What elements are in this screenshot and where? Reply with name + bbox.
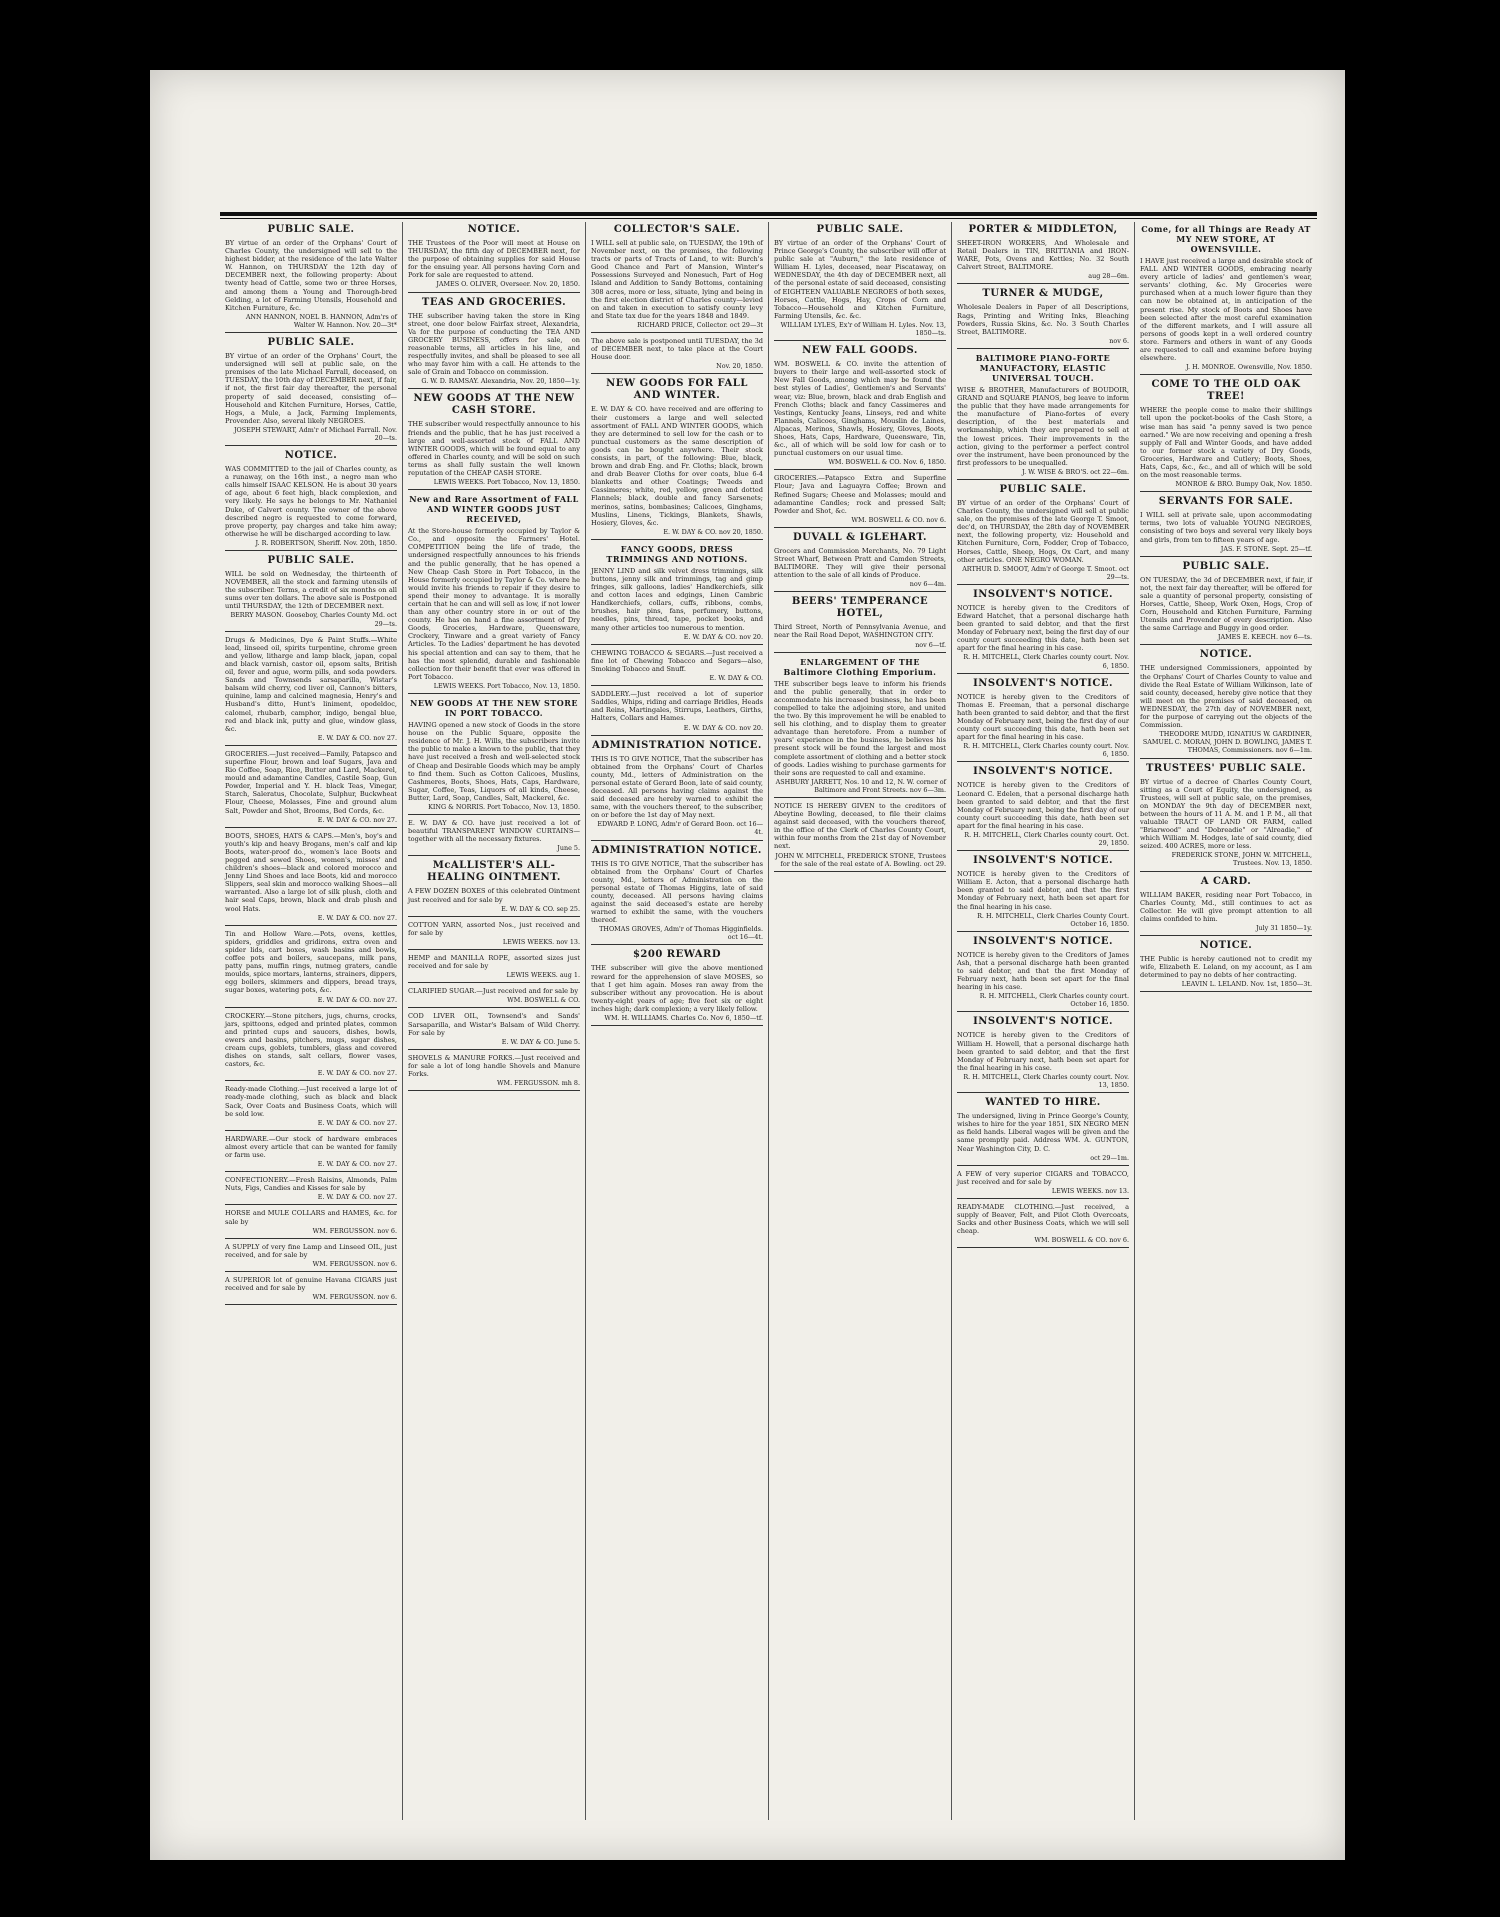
ad-title: WANTED TO HIRE. <box>985 1097 1101 1109</box>
ad-body: NOTICE is hereby given to the Creditors of William E. Acton, that a personal discharge hath been granted to said debtor, and that the first Monday of February next, hath been set apart for the final hearing in his case. <box>957 870 1129 911</box>
ad-body: I WILL sell at private sale, upon accommodating terms, two lots of valuable YOUNG NEGROES, consisting of two boys and several very likely boys and girls, from ten to fifteen years of age. <box>1140 511 1312 544</box>
ad-body: SADDLERY.—Just received a lot of superior Saddles, Whips, riding and carriage Bridles, Heads and Reins, Martingales, Stirrups, Leathers, Girths, Halters, Collars and Hames. <box>591 690 763 723</box>
ad-signature: WM. FERGUSSON. nov 6. <box>312 1293 397 1302</box>
ad-body: SHEET-IRON WORKERS, And Wholesale and Retail Dealers in TIN, BRITTANIA and IRON-WARE, Pots, Ovens and Kettles; No. 32 South Calvert Street, BALTIMORE. <box>957 239 1129 272</box>
advertisement <box>1140 763 1312 872</box>
ad-body: BY virtue of an order of the Orphans' Court of Charles County, the undersigned will sell to the highest bidder, at the residence of the late Walter W. Hannon, on THURSDAY the 12th day of DECEMBER next, the following property: About twenty head of Cattle, some two or three Horses, and among them a Young and Thorough-bred Gelding, a lot of Farming Utensils, Household and Kitchen Furniture, &c. <box>225 239 397 312</box>
advertisement <box>225 1085 397 1130</box>
ad-signature: nov 6—tf. <box>915 640 946 649</box>
ad-title: COME TO THE OLD OAK TREE! <box>1151 379 1301 403</box>
advertisement <box>1140 649 1312 758</box>
column-4 <box>769 222 952 1820</box>
ad-body: Ready-made Clothing.—Just received a large lot of ready-made clothing, such as black and black Sack, Over Coats and Business Coats, which will be sold low. <box>225 1085 397 1118</box>
ad-title: NEW FALL GOODS. <box>802 345 918 357</box>
ad-signature: R. H. MITCHELL, Clerk Charles county court. Nov. 6, 1850. <box>963 742 1129 759</box>
ad-title: PUBLIC SALE. <box>267 555 355 566</box>
ad-body: THE undersigned Commissioners, appointed by the Orphans' Court of Charles County to value and divide the Real Estate of William Wilkinson, late of said county, deceased, hereby give notice that they will meet on the premises of said deceased, on WEDNESDAY, the 27th day of NOVEMBER next, for the purpose of carrying out the objects of the Commission. <box>1140 664 1312 730</box>
ad-title: INSOLVENT'S NOTICE. <box>973 1016 1113 1028</box>
ad-signature: R. H. MITCHELL, Clerk Charles county court. Nov. 6, 1850. <box>963 653 1129 670</box>
ad-signature: JAS. F. STONE. Sept. 25—tf. <box>1220 544 1312 553</box>
ad-title: DUVALL & IGLEHART. <box>792 531 928 543</box>
ad-signature: E. W. DAY & CO. June 5. <box>501 1037 580 1046</box>
ad-body: BY virtue of an order of the Orphans' Court of Charles County, the undersigned will sell at public sale, on the premises of the late George T. Smoot, dec'd, on THURSDAY, the 28th day of NOVEMBER next, the following property, viz: Household and Kitchen Furniture, Corn, Fodder, Crop of Tobacco, Horses, Cattle, Sheep, Hogs, Ox Cart, and many other articles. ONE NEGRO WOMAN. <box>957 498 1129 564</box>
ad-title: ADMINISTRATION NOTICE. <box>592 844 762 856</box>
ad-title: INSOLVENT'S NOTICE. <box>973 588 1113 600</box>
ad-title: ADMINISTRATION NOTICE. <box>592 739 762 751</box>
ad-body: CROCKERY.—Stone pitchers, jugs, churns, crocks, jars, spittoons, edged and printed plates, common and printed cups and saucers, dishes, bowls, ewers and basins, pitchers, mugs, sugar dishes, cream cups, goblets, tumblers, glass and covered dishes on stands, salt cellars, flower vases, castors, &c. <box>225 1011 397 1069</box>
ad-body: Grocers and Commission Merchants, No. 79 Light Street Wharf, Between Pratt and Camden Streets, BALTIMORE. They will give their personal attention to the sale of all kinds of Produce. <box>774 546 946 580</box>
ad-signature: E. W. DAY & CO. nov 27. <box>317 995 397 1004</box>
advertisement <box>957 353 1129 480</box>
advertisement <box>957 1016 1129 1093</box>
advertisement <box>957 224 1129 284</box>
ad-signature: LEWIS WEEKS. nov 13. <box>1051 1186 1129 1195</box>
ad-title: $200 REWARD <box>632 949 722 961</box>
advertisement <box>225 1209 397 1238</box>
ad-body: WISE & BROTHER, Manufacturers of BOUDOIR, GRAND and SQUARE PIANOS, beg leave to inform the public that they have made arrangements for the manufacture of Piano-fortes of every description, of the best materials and workmanship, which they are prepared to sell at the lowest prices. Their improvements in the action, giving to the performer a perfect control over the instrument, have been pronounced by the first professors to be unequalled. <box>957 385 1129 467</box>
advertisement <box>591 544 763 645</box>
advertisement <box>408 819 580 856</box>
ad-body: I HAVE just received a large and desirable stock of FALL AND WINTER GOODS, embracing nearly every article of ladies' and gentlemen's wear, servants' clothing, &c. My Groceries were purchased when at a much lower figure than they can now be obtained at, in anticipation of the present rise. My stock of Boots and Shoes have been selected after the most careful examination of the different markets, and I will assure all persons of goods kept in a well ordered country store. Farmers and others in want of any Goods are requested to call and examine before buying elsewhere. <box>1140 257 1312 363</box>
ad-signature: E. W. DAY & CO. nov 27. <box>317 913 397 922</box>
ad-title: FANCY GOODS, DRESS TRIMMINGS AND NOTIONS. <box>606 543 748 564</box>
ad-title: McALLISTER'S ALL-HEALING OINTMENT. <box>427 860 561 884</box>
ad-body: CHEWING TOBACCO & SEGARS.—Just received a fine lot of Chewing Tobacco and Segars—also, Smoking Tobacco and Snuff. <box>591 648 763 673</box>
ad-body: HEMP and MANILLA ROPE, assorted sizes just received and for sale by <box>408 954 580 971</box>
ad-signature: JOSEPH STEWART, Adm'r of Michael Farrall. Nov. 20—ts. <box>233 425 397 442</box>
ad-body: ON TUESDAY, the 3d of DECEMBER next, if fair, if not, the next fair day thereafter, will be offered for sale a quantity of personal property, consisting of Horses, Cattle, Sheep, Work Oxen, Hogs, Crop of Corn, Household and Kitchen Furniture, Farming Utensils and Provender of every description. Also the same Carriage and Buggy in good order. <box>1140 575 1312 633</box>
ad-signature: WILLIAM LYLES, Ex'r of William H. Lyles. Nov. 13, 1850—ts. <box>780 320 946 338</box>
advertisement <box>591 378 763 540</box>
ad-signature: oct 29—1m. <box>1090 1153 1129 1162</box>
ad-title: INSOLVENT'S NOTICE. <box>973 677 1113 689</box>
ad-body: I WILL sell at public sale, on TUESDAY, the 19th of November next, on the premises, the following tracts or parts of Tracts of Land, to wit: Burch's Good Chance and Part of Mansion, Winter's Possessions Surveyed and Nonesuch, Part of Hog Island and Addition to Sandy Bottoms, containing 308 acres, more or less, situate, lying and being in the first election district of Charles county—levied on and taken in execution to satisfy county levy and State tax due for the years 1848 and 1849. <box>591 239 763 320</box>
ad-body: READY-MADE CLOTHING.—Just received, a supply of Beaver, Felt, and Pilot Cloth Overcoats, Sacks and other Business Coats, which we will sell cheap. <box>957 1202 1129 1236</box>
advertisement <box>225 1012 397 1082</box>
ad-signature: EDWARD P. LONG, Adm'r of Gerard Boon. oct 16—4t. <box>597 820 763 837</box>
column-5 <box>952 222 1135 1820</box>
advertisement <box>408 698 580 815</box>
advertisement <box>225 1276 397 1305</box>
advertisement <box>957 288 1129 348</box>
ad-signature: JOHN W. MITCHELL, FREDERICK STONE, Trustees for the sale of the real estate of A. Bowling. oct 29. <box>775 851 946 868</box>
ad-title: PORTER & MIDDLETON, <box>968 224 1118 235</box>
advertisement <box>957 1203 1129 1248</box>
ad-body: BY virtue of a decree of Charles County Court, sitting as a Court of Equity, the undersigned, as Trustees, will sell at public sale, on the premises, on MONDAY the 9th day of DECEMBER next, between the hours of 11 A. M. and 1 P. M., all that valuable TRACT OF LAND OR FARM, called "Briarwood" and "Dobreadie" or "Alreadie," of which William M. Hodges, late of said county, died seized. 400 ACRES, more or less. <box>1140 777 1312 851</box>
ad-title: INSOLVENT'S NOTICE. <box>973 855 1113 867</box>
advertisement <box>774 532 946 592</box>
masthead-rule <box>220 212 1317 216</box>
ad-body: NOTICE is hereby given to the Creditors of Edward Hatchet, that a personal discharge hath been granted to said debtor, and that the first Monday of February next, being the first day of our county court succeeding this date, hath been set apart for the final hearing in his case. <box>957 603 1130 653</box>
ad-signature: J. W. WISE & BRO'S. oct 22—6m. <box>1022 467 1129 476</box>
ad-signature: ANN HANNON, NOEL B. HANNON, Adm'rs of Walter W. Hannon. Nov. 20—3t* <box>245 312 397 329</box>
ad-signature: WM. FERGUSSON. nov 6. <box>312 1259 397 1268</box>
ad-body: NOTICE IS HEREBY GIVEN to the creditors of Abeytine Bowling, deceased, to file their claims against said deceased, with the vouchers thereof, in the office of the Clerk of Charles County Court, within four months from the 21st day of November next. <box>774 801 946 851</box>
ad-signature: ARTHUR D. SMOOT, Adm'r of George T. Smoot. oct 29—ts. <box>962 564 1129 581</box>
ad-title: NEW GOODS AT THE NEW CASH STORE. <box>413 393 575 417</box>
ad-signature: WM. BOSWELL & CO. nov 6. <box>1034 1236 1129 1245</box>
ad-signature: THOMAS GROVES, Adm'r of Thomas Higginfields. oct 16—4t. <box>599 925 763 942</box>
ad-body: THIS IS TO GIVE NOTICE, That the subscriber has obtained from the Orphans' Court of Charles county, Md., letters of Administration on the personal estate of Gerard Boon, late of said county, deceased. All persons having claims against the said deceased are hereby warned to exhibit the same, with the vouchers thereof, to the subscriber, on or before the 1st day of May next. <box>591 754 763 820</box>
advertisement <box>957 589 1129 674</box>
ad-body: WHERE the people come to make their shillings tell upon the pocket-books of the Cash Store, a wise man has said "a penny saved is two pence earned." We are now receiving and opening a fresh supply of Fall and Winter Goods, and have added to our former stock a variety of Dry Goods, Groceries, Hardware and Cutlery; Boots, Shoes, Hats, Caps, &c., &c., and all of which will be sold on the most reasonable terms. <box>1140 406 1312 480</box>
advertisement <box>408 860 580 916</box>
ad-signature: E. W. DAY & CO. <box>709 674 763 683</box>
ad-body: HARDWARE.—Our stock of hardware embraces almost every article that can be wanted for family or farm use. <box>225 1134 397 1159</box>
advertisement <box>408 224 580 293</box>
advertisement <box>1140 379 1312 492</box>
ad-body: COTTON YARN, assorted Nos., just received and for sale by <box>408 920 580 937</box>
advertisement <box>774 596 946 652</box>
advertisement <box>591 649 763 686</box>
ad-body: Drugs & Medicines, Dye & Paint Stuffs.—White lead, linseed oil, spirits turpentine, chrome green and yellow, litharge and lamp black, japan, copal and black varnish, castor oil, epsom salts, British oil, fever and ague, worm pills, and soda powders. Sands and Townsends sarsaparilla, Wistar's balsam wild cherry, cod liver oil, Cannon's bitters, quinine, lamp and calcined magnesia, Henry's and Husband's ditto, Hunt's liniment, opodeldoc, calomel, rhubarb, camphor, indigo, bengal blue, red and black ink, putty and glue, window glass, &c. <box>225 635 397 733</box>
advertisement <box>591 690 763 735</box>
ad-signature: WM. BOSWELL & CO. <box>507 996 580 1005</box>
ad-title: PUBLIC SALE. <box>999 483 1087 495</box>
ad-signature: WM. H. WILLIAMS. Charles Co. Nov 6, 1850—tf. <box>604 1014 763 1023</box>
ad-title: PUBLIC SALE. <box>816 224 904 235</box>
ad-title: A CARD. <box>1200 875 1252 887</box>
advertisement <box>1140 561 1312 646</box>
advertisement <box>774 802 946 872</box>
advertisement <box>774 657 946 798</box>
ad-title: PUBLIC SALE. <box>1182 560 1270 572</box>
ad-title: Come, for all Things are Ready AT MY NEW STORE, AT OWENSVILLE. <box>1141 224 1311 254</box>
ad-body: Third Street, North of Pennsylvania Avenue, and near the Rail Road Depot, WASHINGTON CITY. <box>774 623 946 640</box>
ad-signature: E. W. DAY & CO. nov 27. <box>317 815 397 824</box>
advertisement <box>774 345 946 470</box>
ad-body: E. W. DAY & CO. have received and are offering to their customers a large and well selected assortment of FALL AND WINTER GOODS, which they are determined to sell low for the cash or to punctual customers as the same description of goods can be bought anywhere. Their stock consists, in part, of the following: Blue, black, brown and drab Eng. and Fr. Cloths; black, brown and drab Beaver Cloths for over coats, blue 6-4 blanketts and other Coatings; Tweeds and Cassimeres; white, red, yellow, green and dotted Flannels; black, double and fancy Sarsenets; merinos, satins, bombasines; Calicoes, Ginghams, Muslins, Linens, Tickings, Blankets, Shawls, Hosiery, Gloves, &c. <box>591 405 763 527</box>
ad-signature: E. W. DAY & CO. nov 27. <box>317 1160 397 1169</box>
ad-signature: E. W. DAY & CO. nov 20. <box>683 632 763 641</box>
column-6 <box>1135 222 1317 1820</box>
advertisement <box>591 337 763 374</box>
advertisement <box>591 740 763 841</box>
ad-signature: nov 6. <box>1109 336 1129 345</box>
advertisement <box>957 936 1129 1013</box>
ad-title: INSOLVENT'S NOTICE. <box>973 766 1113 778</box>
ad-signature: LEWIS WEEKS. Port Tobacco, Nov. 13, 1850. <box>433 478 580 487</box>
ad-signature: WM. BOSWELL & CO. Nov. 6, 1850. <box>828 458 946 467</box>
ad-title: TRUSTEES' PUBLIC SALE. <box>1145 762 1307 774</box>
ad-body: HORSE and MULE COLLARS and HAMES, &c. for sale by <box>225 1209 397 1226</box>
ad-body: THE subscriber would respectfully announce to his friends and the public, that he has just received a large and well-assorted stock of FALL AND WINTER GOODS, which will be found equal to any offered in Charles county, and will be sold on such terms as shall fully sustain the well known reputation of the CHEAP CASH STORE. <box>408 420 580 477</box>
ad-body: The undersigned, living in Prince George's County, wishes to hire for the year 1851, SIX NEGRO MEN as field hands. Liberal wages will be given and the same promptly paid. Address WM. A. GUNTON, Near Washington City, D. C. <box>957 1112 1129 1153</box>
ad-title: COLLECTOR'S SALE. <box>613 224 741 235</box>
advertisement <box>591 949 763 1026</box>
ad-title: SERVANTS FOR SALE. <box>1158 496 1294 508</box>
advertisement <box>225 832 397 926</box>
ad-signature: JAMES E. KEECH. nov 6—ts. <box>1217 633 1312 642</box>
ad-signature: ASHBURY JARRETT, Nos. 10 and 12, N. W. corner of Baltimore and Front Streets. nov 6—3m. <box>775 777 946 794</box>
ad-body: The above sale is postponed until TUESDAY, the 3d of DECEMBER next, to take place at the Court House door. <box>591 337 763 362</box>
ad-body: A SUPPLY of very fine Lamp and Linseed OIL, just received, and for sale by <box>225 1242 397 1259</box>
advertisement <box>1140 224 1312 375</box>
ad-title: NEW GOODS FOR FALL AND WINTER. <box>606 378 748 402</box>
advertisement <box>408 1054 580 1091</box>
ad-signature: LEWIS WEEKS. Port Tobacco, Nov. 13, 1850. <box>433 681 580 690</box>
advertisement <box>957 1170 1129 1199</box>
ad-body: WM. BOSWELL & CO. invite the attention of buyers to their large and well-assorted stock of New Fall Goods, among which may be found the best styles of Ladies', Gentlemen's and Servants' wear, viz: Blue, brown, black and drab English and French Cloths; black and fancy Cassimeres and Vestings, Kentucky Jeans, Linseys, red and white Flannels, Calicoes, Ginghams, Mouslin de Laines, Alpacas, Merinos, Shawls, Hosiery, Gloves, Boots, Shoes, Hats, Caps, Hardware, Queensware, Tin, &c., all of which will be sold low for cash or to punctual customers on our usual time. <box>774 360 946 458</box>
ad-body: BY virtue of an order of the Orphans' Court, the undersigned will sell at public sale, on the premises of the late Michael Farrall, deceased, on TUESDAY, the 10th day of DECEMBER next, if fair, if not, the first fair day thereafter, the personal property of said deceased, consisting of—Household and Kitchen Furniture, Horses, Cattle, Hogs, a Mule, a Jack, Farming Implements, Provender. Also, several likely NEGROES. <box>225 352 397 425</box>
ad-body: BOOTS, SHOES, HATS & CAPS.—Men's, boy's and youth's kip and heavy Brogans, men's calf and kip Boots, water-proof do., women's lace Boots and pegged and sewed Shoes, women's, misses' and children's shoes—black and colored morocco and Jenny Lind Shoes and lace Boots, kid and morocco Slippers, seal skin and morocco walking Shoes—all warranted. Also a large lot of silk plush, cloth and hair seal Caps, brown, black and drab plush and wool Hats. <box>225 831 397 913</box>
ad-signature: KING & NORRIS. Port Tobacco, Nov. 13, 1850. <box>428 802 580 811</box>
ad-signature: R. H. MITCHELL, Clerk Charles county court. October 16, 1850. <box>979 992 1129 1009</box>
advertisement <box>225 1176 397 1205</box>
ad-body: At the Store-house formerly occupied by Taylor & Co., and opposite the Farmers' Hotel. COMPETITION being the life of trade, the undersigned respectfully announces to his friends and the public generally, that he has opened a New Cheap Cash Store in Port Tobacco, in the House formerly occupied by Taylor & Co. where he would invite his friends to repair if they desire to spend their money to advantage. It is morally certain that he can and will sell as low, if not lower than any other country store in or out of the county. He has on hand a fine assortment of Dry Goods, Groceries, Hardware, Queensware, Crockery, Tinware and a great variety of Fancy Articles. To the Ladies' department he has devoted his special attention and can say to them, that he has the most splendid, durable and fashionable collection for their benefit that ever was offered in Port Tobacco. <box>408 527 580 681</box>
ad-signature: RICHARD PRICE, Collector. oct 29—3t <box>637 320 763 329</box>
advertisement <box>957 484 1129 585</box>
advertisement <box>957 855 1129 932</box>
ad-title: New and Rare Assortment of FALL AND WINTER GOODS JUST RECEIVED, <box>409 494 579 525</box>
ad-title: INSOLVENT'S NOTICE. <box>973 935 1113 947</box>
advertisement <box>591 845 763 946</box>
advertisement <box>225 337 397 446</box>
column-3 <box>586 222 769 1820</box>
ad-body: Wholesale Dealers in Paper of all Descriptions, Rags, Printing and Writing Inks, Bleaching Powders, Russia Skins, &c. No. 3 South Charles Street, BALTIMORE. <box>957 303 1129 336</box>
ad-body: NOTICE is hereby given to the Creditors of William H. Howell, that a personal discharge hath been granted to said debtor, and that the first Monday of February next, hath been set apart for the final hearing in his case. <box>957 1031 1129 1072</box>
advertisement <box>408 1012 580 1049</box>
ad-signature: THEODORE MUDD, IGNATIUS W. GARDINER, SAMUEL C. MORAN, JOHN D. BOWLING, JAMES T. THOMAS, Commissioners. nov 6—1m. <box>1142 730 1312 755</box>
ad-signature: E. W. DAY & CO. nov 20. <box>683 723 763 732</box>
ad-title: TURNER & MUDGE, <box>982 288 1104 300</box>
advertisement <box>408 921 580 950</box>
ad-signature: E. W. DAY & CO. nov 27. <box>317 1118 397 1127</box>
ad-body: A SUPERIOR lot of genuine Havana CIGARS just received and for sale by <box>225 1276 397 1293</box>
ad-title: NOTICE. <box>467 224 521 235</box>
ad-title: PUBLIC SALE. <box>267 224 355 235</box>
ad-signature: J. H. MONROE. Owensville, Nov. 1850. <box>1185 363 1312 372</box>
advertisement <box>408 494 580 694</box>
ad-signature: JAMES O. OLIVER, Overseer. Nov. 20, 1850. <box>436 280 580 289</box>
ad-signature: June 5. <box>557 844 580 853</box>
ad-title: NOTICE. <box>284 450 338 462</box>
ad-body: BY virtue of an order of the Orphans' Court of Prince George's County, the subscriber will offer at public sale at "Auburn," the late residence of William H. Lyles, deceased, near Piscataway, on WEDNESDAY, the 4th day of DECEMBER next, all of the personal estate of said deceased, consisting of EIGHTEEN VALUABLE NEGROES of both sexes, Horses, Cattle, Hogs, Hay, Crops of Corn and Tobacco—Household and Kitchen Furniture, Farming Utensils, &c. &c. <box>774 239 946 320</box>
ad-body: WAS COMMITTED to the jail of Charles county, as a runaway, on the 16th inst., a negro man who calls himself ISAAC KELSON. He is about 30 years of age, about 6 feet high, black complexion, and very likely. He says he belongs to Mr. Nathaniel Duke, of Calvert county. The owner of the above described negro is requested to come forward, prove property, pay charges and take him away; otherwise he will be discharged according to law. <box>225 465 397 538</box>
advertisement <box>957 678 1129 763</box>
ad-body: CONFECTIONERY.—Fresh Raisins, Almonds, Palm Nuts, Figs, Candies and Kisses for sale by <box>225 1176 397 1193</box>
ad-signature: FREDERICK STONE, JOHN W. MITCHELL, Trustees. Nov. 13, 1850. <box>1171 851 1312 868</box>
ad-signature: BERRY MASON. Gooseboy, Charles County Md. oct 29—ts. <box>230 611 397 628</box>
advertisement <box>774 224 946 341</box>
advertisement <box>408 954 580 983</box>
ad-signature: E. W. DAY & CO. nov 20, 1850. <box>663 527 763 536</box>
ad-body: HAVING opened a new stock of Goods in the store house on the Public Square, opposite the residence of Mr. J. H. Wills, the subscribers invite the public to make a known to the public, that they have just received a fresh and well-selected stock of Cheap and Desirable Goods which may be amply to find them. Such as Cotton Calicoes, Muslins, Cashmeres, Boots, Shoes, Hats, Caps, Hardware, Sugar, Coffee, Teas, Liquors of all kinds, Cheese, Butter, Lard, Soap, Candles, Salt, Mackerel, &c. <box>408 721 580 802</box>
ad-signature: J. R. ROBERTSON, Sheriff. Nov. 20th, 1850. <box>255 538 397 547</box>
ad-body: CLARIFIED SUGAR.—Just received and for sale by <box>408 987 579 996</box>
advertisement <box>1140 876 1312 936</box>
ad-title: NOTICE. <box>1199 940 1253 951</box>
advertisement <box>225 1135 397 1172</box>
advertisement <box>1140 496 1312 556</box>
ad-title: BEERS' TEMPERANCE HOTEL, <box>791 596 929 620</box>
ad-signature: R. H. MITCHELL, Clerk Charles county court. Oct. 29, 1850. <box>964 830 1129 848</box>
ad-signature: WM. FERGUSSON. nov 6. <box>312 1226 397 1235</box>
advertisement <box>225 1243 397 1272</box>
ad-body: NOTICE is hereby given to the Creditors of Leonard C. Edelen, that a personal discharge hath been granted to said debtor, and that the first Monday of February next, being the first day of our county court succeeding this date, hath been set apart for the final hearing in his case. <box>957 781 1130 830</box>
advertisement <box>408 987 580 1008</box>
ad-signature: aug 28—6m. <box>1088 272 1129 281</box>
masthead-rule-thin <box>220 218 1317 219</box>
ad-signature: G. W. D. RAMSAY. Alexandria, Nov. 20, 1850—1y. <box>421 377 580 386</box>
advertisement <box>225 450 397 551</box>
ad-body: Tin and Hollow Ware.—Pots, ovens, kettles, spiders, griddles and gridirons, extra oven and spider lids, cart boxes, wash basins and bowls, coffee pots and boilers, saucepans, milk pans, patty pans, muffin rings, nutmeg graters, candle moulds, spice mortars, lanterns, strainers, dippers, egg boilers, skimmers and dippers, bread trays, sugar boxes, watering pots, &c. <box>225 929 397 995</box>
ad-signature: LEWIS WEEKS. nov 13. <box>502 937 580 946</box>
ad-signature: LEAVIN L. LELAND. Nov. 1st, 1850—3t. <box>1181 980 1312 989</box>
ad-body: NOTICE is hereby given to the Creditors of James Ash, that a personal discharge hath been granted to said debtor, and that the first Monday of February next, hath been set apart for the final hearing in his case. <box>957 950 1129 992</box>
ad-signature: R. H. MITCHELL, Clerk Charles County Court. October 16, 1850. <box>977 911 1129 928</box>
ad-body: GROCERIES.—Patapsco Extra and Superfine Flour; Java and Laguayra Coffee; Brown and Refined Sugars; Cheese and Molasses; mould and adamantine Candles; rock and pressed Salt; Powder and Shot, &c. <box>774 474 946 515</box>
ad-body: JENNY LIND and silk velvet dress trimmings, silk buttons, jenny silk and trimmings, tag and gimp fringes, silk galloons, ladies' Handkerchiefs, silk and cotton laces and edgings, Linen Cambric Handkerchiefs, collars, cuffs, ribbons, combs, brushes, hair pins, fans, perfumery, buttons, needles, pins, thread, tape, pocket books, and many other articles too numerous to mention. <box>591 566 763 632</box>
ad-signature: E. W. DAY & CO. nov 27. <box>317 733 397 742</box>
advertisement <box>957 766 1129 851</box>
ad-body: E. W. DAY & CO. have just received a lot of beautiful TRANSPARENT WINDOW CURTAINS—together with all the necessary fixtures. <box>408 819 580 844</box>
ad-signature: MONROE & BRO. Bumpy Oak, Nov. 1850. <box>1175 480 1312 489</box>
ad-title: NEW GOODS AT THE NEW STORE IN PORT TOBACCO. <box>410 698 578 719</box>
column-1 <box>220 222 403 1820</box>
ad-body: WILL be sold on Wednesday, the thirteenth of NOVEMBER, all the stock and farming utensils of the subscriber. Terms, a credit of six months on all sums over ten dollars. The above sale is Postponed until THURSDAY, the 12th of DECEMBER next. <box>225 570 397 611</box>
advertisement <box>225 224 397 333</box>
columns-container <box>220 222 1317 1820</box>
ad-body: THE Public is hereby cautioned not to credit my wife, Elizabeth E. Leland, on my account, as I am determined to pay no debts of her contracting. <box>1140 955 1312 980</box>
ad-signature: Nov. 20, 1850. <box>716 362 763 371</box>
advertisement <box>957 1097 1129 1166</box>
newspaper-page <box>150 70 1345 1860</box>
advertisement <box>1140 940 1312 992</box>
advertisement <box>225 555 397 632</box>
ad-body: SHOVELS & MANURE FORKS.—Just received and for sale a lot of long handle Shovels and Manure Forks. <box>408 1053 580 1079</box>
advertisement <box>774 474 946 528</box>
ad-signature: E. W. DAY & CO. nov 27. <box>317 1193 397 1202</box>
ad-body: THE subscriber will give the above mentioned reward for the apprehension of slave MOSES, so that I get him again. Moses ran away from the subscriber without any provocation. He is about twenty-eight years of age; five feet six or eight inches high; dark complexion; a very likely fellow. <box>591 964 763 1013</box>
ad-signature: WM. BOSWELL & CO. nov 6. <box>851 515 946 524</box>
ad-signature: E. W. DAY & CO. nov 27. <box>317 1069 397 1078</box>
ad-body: COD LIVER OIL, Townsend's and Sands' Sarsaparilla, and Wistar's Balsam of Wild Cherry. For sale by <box>408 1012 580 1037</box>
ad-title: ENLARGEMENT OF THE Baltimore Clothing Emporium. <box>783 656 937 677</box>
ad-signature: R. H. MITCHELL, Clerk Charles county court. Nov. 13, 1850. <box>963 1072 1129 1090</box>
ad-body: THE Trustees of the Poor will meet at House on THURSDAY, the fifth day of DECEMBER next, for the purpose of obtaining supplies for said House for the ensuing year. All persons having Corn and Pork for sale are requested to attend. <box>408 239 580 280</box>
ad-signature: July 31 1850—1y. <box>1255 923 1312 932</box>
ad-signature: E. W. DAY & CO. sep 25. <box>501 904 580 913</box>
advertisement <box>225 636 397 746</box>
ad-body: THE subscriber begs leave to inform his friends and the public generally, that in order to accommodate his increased business, he has been compelled to take the adjoining store, and united the two. By this improvement he will be enabled to sell his clothing, and to display them to greater advantage than heretofore. From a number of years' experience in the business, he believes his present stock will be found the largest and most complete assortment of clothing and a better stock of goods. Ladies wishing to purchase garments for their sons are requested to call and examine. <box>774 679 946 777</box>
ad-body: A FEW of very superior CIGARS and TOBACCO, just received and for sale by <box>957 1169 1129 1186</box>
advertisement <box>408 297 580 390</box>
ad-body: GROCERIES.—Just received—Family, Patapsco and superfine Flour, brown and loaf Sugars, Java and Rio Coffee, Soap, Rice, Butter and Lard, Mackerel, mould and adamantine Candles, Castile Soap, Gun Powder, Imperial and Y. H. black Teas, Vinegar, Starch, Saleratus, Chocolate, Sulphur, Buckwheat Flour, Cheese, Molasses, Fine and ground alum Salt, Powder and Shot, Brooms, Bed Cords, &c. <box>225 749 397 815</box>
advertisement <box>225 750 397 828</box>
ad-body: A FEW DOZEN BOXES of this celebrated Ointment just received and for sale by <box>408 887 580 904</box>
ad-signature: WM. FERGUSSON. mh 8. <box>496 1079 580 1088</box>
advertisement <box>225 930 397 1008</box>
advertisement <box>591 224 763 333</box>
ad-title: PUBLIC SALE. <box>267 337 355 349</box>
column-2 <box>403 222 586 1820</box>
ad-body: THE subscriber having taken the store in King street, one door below Fairfax street, Alexandria, Va for the purpose of conducting the TEA AND GROCERY BUSINESS, offers for sale, on reasonable terms, all articles in his line, and respectfully invites, and shall be pleased to see all who may favor him with a call. He attends to the sale of Grain and Tobacco on commission. <box>408 311 580 377</box>
ad-title: BALTIMORE PIANO-FORTE MANUFACTORY, ELASTIC UNIVERSAL TOUCH. <box>975 352 1111 383</box>
ad-signature: nov 6—4m. <box>909 580 946 589</box>
ad-signature: LEWIS WEEKS. aug 1. <box>506 971 580 980</box>
ad-title: TEAS AND GROCERIES. <box>421 296 567 308</box>
ad-body: NOTICE is hereby given to the Creditors of Thomas E. Freeman, that a personal discharge hath been granted to said debtor, and that the first Monday of February next, being the first day of our county court succeeding this date, hath been set apart for the final hearing in his case. <box>957 692 1130 742</box>
ad-title: NOTICE. <box>1199 649 1253 661</box>
ad-body: WILLIAM BAKER, residing near Port Tobacco, in Charles County, Md., still continues to act as Collector. He will give prompt attention to all claims confided to him. <box>1140 890 1312 923</box>
ad-body: THIS IS TO GIVE NOTICE, That the subscriber has obtained from the Orphans' Court of Charles county, Md., letters of Administration on the personal estate of Thomas Higgins, late of said county, deceased. All persons having claims against the said deceased's estate are hereby warned to exhibit the same, with the vouchers thereof. <box>591 859 763 925</box>
advertisement <box>408 393 580 490</box>
